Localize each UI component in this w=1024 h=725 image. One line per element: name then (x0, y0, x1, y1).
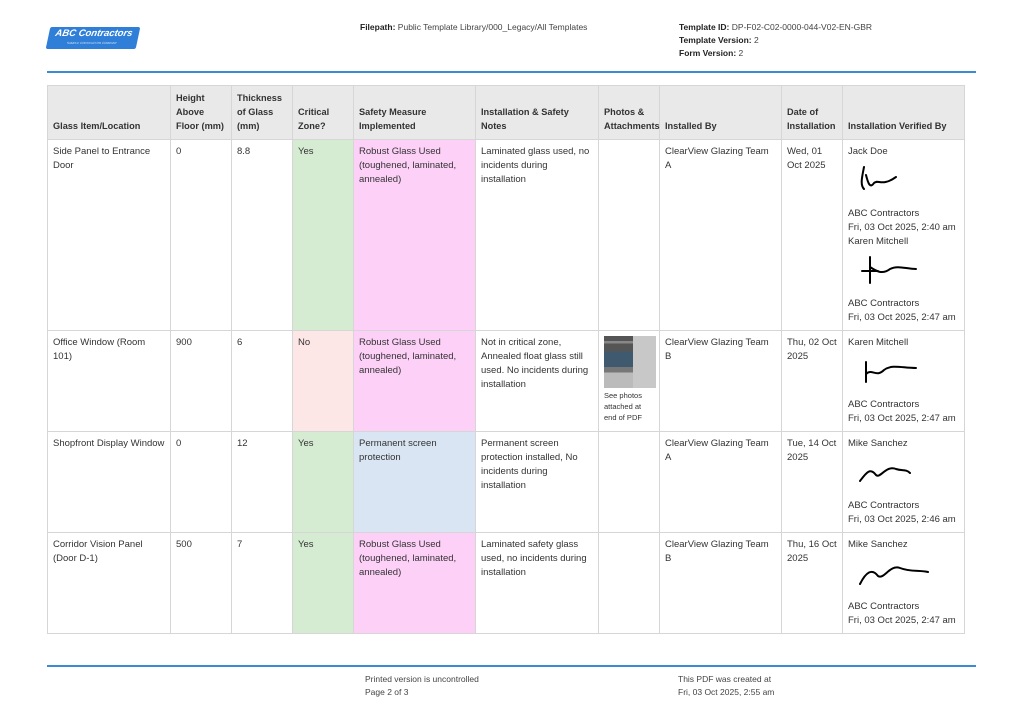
template-id: DP-F02-C02-0000-044-V02-EN-GBR (731, 22, 873, 32)
verifier-org: ABC Contractors (848, 601, 920, 612)
notes-cell: Permanent screen protection installed, No incidents during installation (476, 432, 599, 533)
critical-zone-cell: Yes (293, 432, 354, 533)
verified-by-cell (843, 432, 965, 533)
table-row (48, 432, 965, 533)
verified-timestamp: Fri, 03 Oct 2025, 2:47 am (848, 615, 956, 626)
column-header: Critical Zone? (293, 86, 354, 140)
critical-zone-cell: No (293, 331, 354, 432)
photo-thumbnail[interactable] (604, 336, 656, 388)
safety-measure-cell: Robust Glass Used (toughened, laminated, annealed) (354, 331, 476, 432)
column-header: Date of Installation (782, 86, 843, 140)
verified-timestamp: Fri, 03 Oct 2025, 2:47 am (848, 312, 956, 323)
logo-subtitle: SAMPLE CONTRACTOR COMPANY (66, 41, 118, 45)
uncontrolled-note: Printed version is uncontrolled (365, 674, 479, 684)
height-cell: 900 (171, 331, 232, 432)
footer-right (678, 673, 774, 699)
column-header: Safety Measure Implemented (354, 86, 476, 140)
verified-timestamp: Fri, 03 Oct 2025, 2:47 am (848, 413, 956, 424)
template-info (679, 21, 872, 60)
photos-cell (599, 331, 660, 432)
footer-divider (47, 665, 976, 667)
column-header: Thickness of Glass (mm) (232, 86, 293, 140)
installation-date-cell: Wed, 01 Oct 2025 (782, 140, 843, 331)
table-row (48, 331, 965, 432)
height-cell: 0 (171, 140, 232, 331)
signature-image (856, 163, 946, 197)
filepath-label: Filepath: (360, 22, 396, 32)
height-cell: 500 (171, 533, 232, 634)
verified-by-cell (843, 140, 965, 331)
table-row (48, 140, 965, 331)
notes-cell: Laminated safety glass used, no incidents during installation (476, 533, 599, 634)
created-label: This PDF was created at (678, 674, 772, 684)
installed-by-cell: ClearView Glazing Team A (660, 432, 782, 533)
thickness-cell: 12 (232, 432, 293, 533)
template-version-label: Template Version: (679, 35, 752, 45)
notes-cell: Not in critical zone, Annealed float glass still used. No incidents during installation (476, 331, 599, 432)
glass-item-cell: Corridor Vision Panel (Door D-1) (48, 533, 171, 634)
page-number: Page 2 of 3 (365, 687, 409, 697)
table-header-row (48, 86, 965, 140)
verified-timestamp: Fri, 03 Oct 2025, 2:40 am (848, 222, 956, 233)
column-header: Installation & Safety Notes (476, 86, 599, 140)
signature-image (856, 253, 946, 287)
column-header: Installation Verified By (843, 86, 965, 140)
column-header: Installed By (660, 86, 782, 140)
height-cell: 0 (171, 432, 232, 533)
verifier-name: Mike Sanchez (848, 539, 908, 550)
thickness-cell: 6 (232, 331, 293, 432)
installed-by-cell: ClearView Glazing Team B (660, 331, 782, 432)
safety-measure-cell: Robust Glass Used (toughened, laminated, annealed) (354, 140, 476, 331)
verifier-org: ABC Contractors (848, 399, 920, 410)
photos-cell (599, 533, 660, 634)
critical-zone-cell: Yes (293, 140, 354, 331)
created-at: Fri, 03 Oct 2025, 2:55 am (678, 687, 775, 697)
column-header: Height Above Floor (mm) (171, 86, 232, 140)
glass-installation-table (47, 85, 965, 634)
installation-date-cell: Tue, 14 Oct 2025 (782, 432, 843, 533)
glass-item-cell: Shopfront Display Window (48, 432, 171, 533)
verifier-name: Karen Mitchell (848, 337, 909, 348)
verified-timestamp: Fri, 03 Oct 2025, 2:46 am (848, 514, 956, 525)
form-version: 2 (738, 48, 744, 58)
thickness-cell: 7 (232, 533, 293, 634)
filepath (360, 21, 587, 34)
table-row (48, 533, 965, 634)
installed-by-cell: ClearView Glazing Team B (660, 533, 782, 634)
template-version: 2 (753, 35, 759, 45)
verifier-name: Jack Doe (848, 146, 888, 157)
thickness-cell: 8.8 (232, 140, 293, 331)
photos-cell (599, 140, 660, 331)
safety-measure-cell: Permanent screen protection (354, 432, 476, 533)
verifier-org: ABC Contractors (848, 500, 920, 511)
critical-zone-cell: Yes (293, 533, 354, 634)
safety-measure-cell: Robust Glass Used (toughened, laminated, annealed) (354, 533, 476, 634)
signature-image (856, 354, 946, 388)
company-logo (46, 27, 141, 49)
verifier-org: ABC Contractors (848, 208, 920, 219)
verifier-name: Karen Mitchell (848, 236, 909, 247)
template-id-label: Template ID: (679, 22, 730, 32)
glass-item-cell: Side Panel to Entrance Door (48, 140, 171, 331)
form-version-label: Form Version: (679, 48, 737, 58)
signature-image (856, 455, 946, 489)
photos-cell (599, 432, 660, 533)
logo-text: ABC Contractors (54, 28, 134, 39)
signature-image (856, 556, 946, 590)
verified-by-cell (843, 331, 965, 432)
filepath-value: Public Template Library/000_Legacy/All Templates (397, 22, 588, 32)
verifier-org: ABC Contractors (848, 298, 920, 309)
installation-date-cell: Thu, 16 Oct 2025 (782, 533, 843, 634)
installed-by-cell: ClearView Glazing Team A (660, 140, 782, 331)
notes-cell: Laminated glass used, no incidents during installation (476, 140, 599, 331)
column-header: Photos & Attachments (599, 86, 660, 140)
column-header: Glass Item/Location (48, 86, 171, 140)
photo-caption: See photos attached at end of PDF (604, 391, 642, 422)
installation-date-cell: Thu, 02 Oct 2025 (782, 331, 843, 432)
header-divider (47, 71, 976, 73)
verifier-name: Mike Sanchez (848, 438, 908, 449)
footer-left (365, 673, 479, 699)
glass-item-cell: Office Window (Room 101) (48, 331, 171, 432)
verified-by-cell (843, 533, 965, 634)
